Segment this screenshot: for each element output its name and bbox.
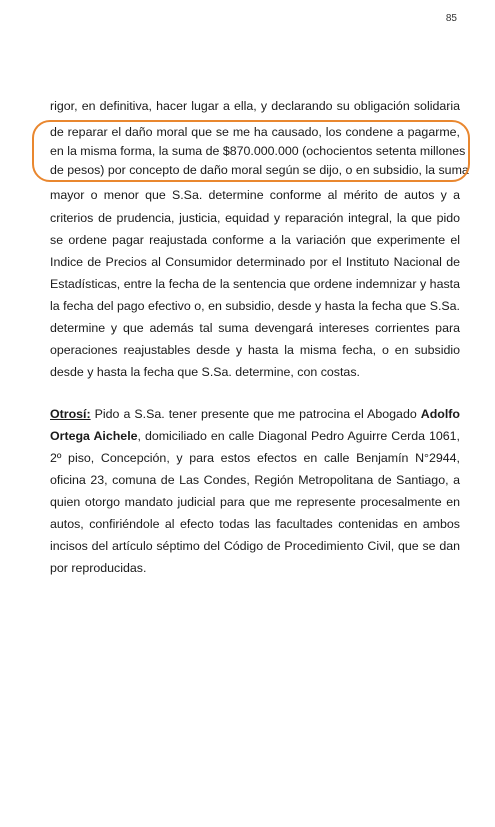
- paragraph1-line: mayor o menor que S.Sa. determine conforme al mérito de autos y a: [50, 188, 460, 202]
- paragraph2-line-second: [50, 428, 460, 444]
- paragraph2-line: por reproducidas.: [50, 561, 147, 575]
- paragraph1-line: criterios de prudencia, justicia, equidad y reparación integral, la que pido: [50, 211, 460, 225]
- paragraph2-text: Pido a S.Sa. tener presente que me patrocina el Abogado: [90, 407, 421, 421]
- paragraph1-line: Estadísticas, entre la fecha de la sentencia que ordene indemnizar y hasta: [50, 277, 460, 291]
- paragraph1-line: operaciones reajustables desde y hasta la misma fecha, o en subsidio: [50, 343, 460, 357]
- paragraph2-text: , domiciliado en calle Diagonal Pedro Aguirre Cerda 1061,: [137, 429, 460, 443]
- paragraph2-line: oficina 23, comuna de Las Condes, Región Metropolitana de Santiago, a: [50, 473, 460, 487]
- paragraph2-line: incisos del artículo séptimo del Código de Procedimiento Civil, que se dan: [50, 539, 460, 553]
- paragraph1-line: rigor, en definitiva, hacer lugar a ella, y declarando su obligación solidaria: [50, 99, 460, 113]
- paragraph2-line: 2º piso, Concepción, y para estos efectos en calle Benjamín N°2944,: [50, 451, 460, 465]
- paragraph1-line: de pesos) por concepto de daño moral según se dijo, o en subsidio, la suma: [50, 163, 469, 177]
- paragraph1-line: Indice de Precios al Consumidor determinado por el Instituto Nacional de: [50, 255, 460, 269]
- paragraph1-line: desde y hasta la fecha que S.Sa. determine, con costas.: [50, 365, 360, 379]
- paragraph1-line: determine y que además tal suma devengará intereses corrientes para: [50, 321, 460, 335]
- paragraph2-line-first: [50, 406, 460, 422]
- otrosi-heading: Otrosí:: [50, 407, 91, 421]
- paragraph1-line: la fecha del pago efectivo o, en subsidio, desde y hasta la fecha que S.Sa.: [50, 299, 460, 313]
- paragraph1-line: en la misma forma, la suma de $870.000.000 (ochocientos setenta millones: [50, 144, 466, 158]
- lawyer-last-name: Ortega Aichele: [50, 429, 138, 443]
- highlight-annotation: [32, 120, 470, 182]
- paragraph1-line: de reparar el daño moral que se me ha causado, los condene a pagarme,: [50, 125, 460, 139]
- page-number: 85: [445, 13, 457, 24]
- paragraph2-line: autos, confiriéndole al efecto todas las facultades contenidas en ambos: [50, 517, 460, 531]
- paragraph1-line: se ordene pagar reajustada conforme a la variación que experimente el: [50, 233, 460, 247]
- lawyer-first-name: Adolfo: [420, 407, 460, 421]
- paragraph2-line: quien otorgo mandato judicial para que me represente procesalmente en: [50, 495, 460, 509]
